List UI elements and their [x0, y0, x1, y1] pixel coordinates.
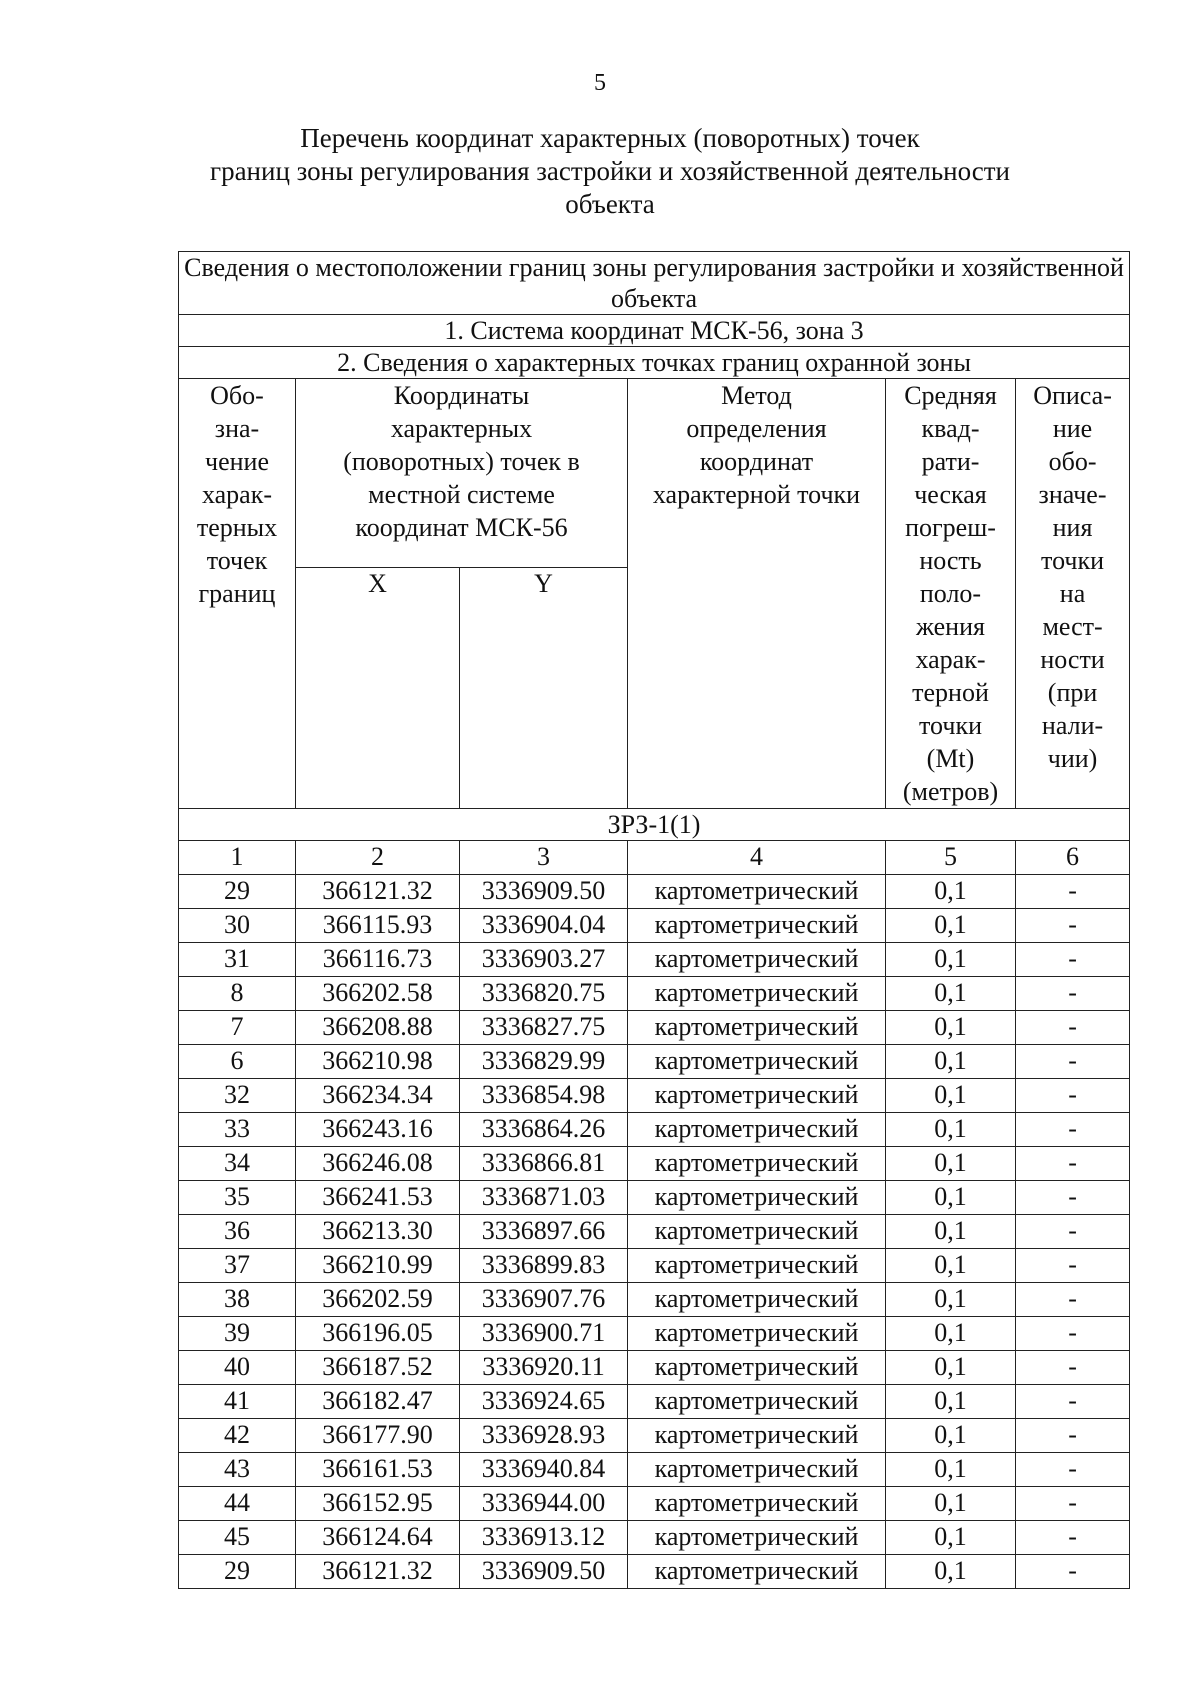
- point-id-cell: 6: [179, 1045, 296, 1079]
- title-line: объекта: [565, 189, 655, 219]
- description-cell: -: [1016, 943, 1130, 977]
- description-cell: -: [1016, 1147, 1130, 1181]
- document-title: [150, 122, 1070, 221]
- header-line: харак-: [201, 480, 273, 509]
- method-cell: картометрический: [628, 1079, 886, 1113]
- x-coordinate-cell: 366177.90: [296, 1419, 460, 1453]
- header-line: жения: [916, 612, 985, 641]
- point-id-cell: 45: [179, 1521, 296, 1555]
- error-cell: 0,1: [886, 1521, 1016, 1555]
- table-row: [179, 1453, 1130, 1487]
- description-cell: -: [1016, 1317, 1130, 1351]
- point-id-cell: 8: [179, 977, 296, 1011]
- header-line: ния: [1052, 513, 1093, 542]
- error-cell: 0,1: [886, 1045, 1016, 1079]
- description-cell: -: [1016, 1351, 1130, 1385]
- x-coordinate-cell: 366187.52: [296, 1351, 460, 1385]
- point-id-cell: 44: [179, 1487, 296, 1521]
- description-cell: -: [1016, 1215, 1130, 1249]
- point-id-cell: 31: [179, 943, 296, 977]
- header-line: границ: [198, 579, 276, 608]
- x-coordinate-cell: 366115.93: [296, 909, 460, 943]
- table-row: [179, 1249, 1130, 1283]
- y-coordinate-cell: 3336909.50: [460, 875, 628, 909]
- x-coordinate-cell: 366243.16: [296, 1113, 460, 1147]
- error-cell: 0,1: [886, 875, 1016, 909]
- column-number: 3: [460, 841, 628, 875]
- y-coordinate-cell: 3336909.50: [460, 1555, 628, 1589]
- y-coordinate-cell: 3336913.12: [460, 1521, 628, 1555]
- title-line: Перечень координат характерных (поворотных) точек: [300, 123, 920, 153]
- header-line: местной системе: [368, 480, 555, 509]
- x-coordinate-cell: 366210.99: [296, 1249, 460, 1283]
- method-cell: картометрический: [628, 1249, 886, 1283]
- header-line: погреш-: [905, 513, 996, 542]
- error-cell: 0,1: [886, 1079, 1016, 1113]
- error-cell: 0,1: [886, 909, 1016, 943]
- x-coordinate-cell: 366202.59: [296, 1283, 460, 1317]
- method-cell: картометрический: [628, 909, 886, 943]
- point-id-cell: 29: [179, 875, 296, 909]
- header-line: (метров): [902, 777, 999, 806]
- method-cell: картометрический: [628, 1181, 886, 1215]
- y-coordinate-cell: 3336854.98: [460, 1079, 628, 1113]
- point-id-cell: 36: [179, 1215, 296, 1249]
- method-cell: картометрический: [628, 1045, 886, 1079]
- y-coordinate-cell: 3336940.84: [460, 1453, 628, 1487]
- y-coordinate-cell: 3336924.65: [460, 1385, 628, 1419]
- error-cell: 0,1: [886, 977, 1016, 1011]
- header-line: координат МСК-56: [355, 513, 568, 542]
- page-number: 5: [594, 70, 606, 96]
- header-line: обо-: [1048, 447, 1097, 476]
- table-row: [179, 1351, 1130, 1385]
- header-line: ческая: [914, 480, 987, 509]
- description-cell: -: [1016, 1487, 1130, 1521]
- header-line: (поворотных) точек в: [343, 447, 580, 476]
- method-cell: картометрический: [628, 1147, 886, 1181]
- header-line: зна-: [214, 414, 260, 443]
- x-coordinate-cell: 366213.30: [296, 1215, 460, 1249]
- y-coordinate-cell: 3336827.75: [460, 1011, 628, 1045]
- description-cell: -: [1016, 1419, 1130, 1453]
- table-row: [179, 1385, 1130, 1419]
- table-row: [179, 909, 1130, 943]
- y-coordinate-cell: 3336871.03: [460, 1181, 628, 1215]
- header-line: характерных: [390, 414, 533, 443]
- method-cell: картометрический: [628, 1555, 886, 1589]
- method-cell: картометрический: [628, 875, 886, 909]
- header-line: терной: [912, 678, 989, 707]
- table-row: [179, 1011, 1130, 1045]
- point-id-cell: 39: [179, 1317, 296, 1351]
- point-id-cell: 41: [179, 1385, 296, 1419]
- point-id-cell: 35: [179, 1181, 296, 1215]
- table-row: [179, 977, 1130, 1011]
- x-coordinate-cell: 366241.53: [296, 1181, 460, 1215]
- header-line: ность: [919, 546, 982, 575]
- header-line: ние: [1052, 414, 1093, 443]
- method-cell: картометрический: [628, 943, 886, 977]
- x-coordinate-cell: 366152.95: [296, 1487, 460, 1521]
- point-id-cell: 37: [179, 1249, 296, 1283]
- header-line: чии): [1047, 744, 1098, 773]
- table-row: [179, 1147, 1130, 1181]
- error-cell: 0,1: [886, 1555, 1016, 1589]
- column-header-y: Y: [460, 568, 628, 809]
- column-header-coordinates: [296, 379, 628, 568]
- error-cell: 0,1: [886, 1487, 1016, 1521]
- method-cell: картометрический: [628, 1317, 886, 1351]
- header-line: мест-: [1042, 612, 1103, 641]
- header-line: Обо-: [210, 381, 264, 410]
- y-coordinate-cell: 3336820.75: [460, 977, 628, 1011]
- method-cell: картометрический: [628, 1351, 886, 1385]
- point-id-cell: 33: [179, 1113, 296, 1147]
- x-coordinate-cell: 366124.64: [296, 1521, 460, 1555]
- method-cell: картометрический: [628, 1113, 886, 1147]
- y-coordinate-cell: 3336866.81: [460, 1147, 628, 1181]
- table-row: [179, 1181, 1130, 1215]
- x-coordinate-cell: 366210.98: [296, 1045, 460, 1079]
- point-id-cell: 42: [179, 1419, 296, 1453]
- y-coordinate-cell: 3336944.00: [460, 1487, 628, 1521]
- description-cell: -: [1016, 1011, 1130, 1045]
- method-cell: картометрический: [628, 1453, 886, 1487]
- description-cell: -: [1016, 875, 1130, 909]
- x-coordinate-cell: 366234.34: [296, 1079, 460, 1113]
- header-line: квад-: [921, 414, 980, 443]
- column-number: 5: [886, 841, 1016, 875]
- column-header-x: X: [296, 568, 460, 809]
- x-coordinate-cell: 366246.08: [296, 1147, 460, 1181]
- points-info-row: 2. Сведения о характерных точках границ охранной зоны: [179, 347, 1130, 379]
- table-row: [179, 1113, 1130, 1147]
- error-cell: 0,1: [886, 1113, 1016, 1147]
- title-line: границ зоны регулирования застройки и хозяйственной деятельности: [210, 156, 1010, 186]
- error-cell: 0,1: [886, 1317, 1016, 1351]
- header-line: (Mt): [926, 744, 975, 773]
- header-line: определения: [686, 414, 827, 443]
- y-coordinate-cell: 3336900.71: [460, 1317, 628, 1351]
- x-coordinate-cell: 366182.47: [296, 1385, 460, 1419]
- method-cell: картометрический: [628, 1419, 886, 1453]
- description-cell: -: [1016, 1045, 1130, 1079]
- method-cell: картометрический: [628, 1385, 886, 1419]
- column-number: 2: [296, 841, 460, 875]
- table-row: [179, 1045, 1130, 1079]
- table-row: [179, 1215, 1130, 1249]
- header-line: Описа-: [1033, 381, 1112, 410]
- x-coordinate-cell: 366202.58: [296, 977, 460, 1011]
- description-cell: -: [1016, 1283, 1130, 1317]
- description-cell: -: [1016, 1113, 1130, 1147]
- method-cell: картометрический: [628, 1283, 886, 1317]
- x-coordinate-cell: 366116.73: [296, 943, 460, 977]
- table-row: [179, 1079, 1130, 1113]
- column-numbers-row: [179, 841, 1130, 875]
- header-line: Средняя: [904, 381, 997, 410]
- error-cell: 0,1: [886, 1385, 1016, 1419]
- point-id-cell: 7: [179, 1011, 296, 1045]
- table-main-header: Сведения о местоположении границ зоны регулирования застройки и хозяйственной объекта: [179, 252, 1130, 315]
- header-line: Координаты: [393, 381, 530, 410]
- point-id-cell: 38: [179, 1283, 296, 1317]
- x-coordinate-cell: 366196.05: [296, 1317, 460, 1351]
- column-header-description: [1016, 379, 1130, 809]
- description-cell: -: [1016, 977, 1130, 1011]
- header-line: нали-: [1041, 711, 1104, 740]
- header-line: точек: [206, 546, 268, 575]
- coordinate-system-row: 1. Система координат МСК-56, зона 3: [179, 315, 1130, 347]
- y-coordinate-cell: 3336864.26: [460, 1113, 628, 1147]
- method-cell: картометрический: [628, 1011, 886, 1045]
- header-line: на: [1059, 579, 1086, 608]
- error-cell: 0,1: [886, 1147, 1016, 1181]
- coordinates-table: [178, 251, 1130, 1589]
- point-id-cell: 29: [179, 1555, 296, 1589]
- x-coordinate-cell: 366161.53: [296, 1453, 460, 1487]
- error-cell: 0,1: [886, 1181, 1016, 1215]
- table-row: [179, 1317, 1130, 1351]
- header-line: чение: [205, 447, 269, 476]
- description-cell: -: [1016, 1079, 1130, 1113]
- method-cell: картометрический: [628, 1487, 886, 1521]
- y-coordinate-cell: 3336907.76: [460, 1283, 628, 1317]
- header-line: терных: [196, 513, 278, 542]
- header-line: ности: [1040, 645, 1105, 674]
- y-coordinate-cell: 3336904.04: [460, 909, 628, 943]
- y-coordinate-cell: 3336829.99: [460, 1045, 628, 1079]
- method-cell: картометрический: [628, 1215, 886, 1249]
- point-id-cell: 32: [179, 1079, 296, 1113]
- method-cell: картометрический: [628, 1521, 886, 1555]
- error-cell: 0,1: [886, 943, 1016, 977]
- column-header-method: [628, 379, 886, 809]
- x-coordinate-cell: 366208.88: [296, 1011, 460, 1045]
- table-row: [179, 1487, 1130, 1521]
- x-coordinate-cell: 366121.32: [296, 1555, 460, 1589]
- error-cell: 0,1: [886, 1419, 1016, 1453]
- header-line: значе-: [1038, 480, 1107, 509]
- header-line: характерной точки: [652, 480, 861, 509]
- column-number: 4: [628, 841, 886, 875]
- table-row: [179, 1419, 1130, 1453]
- point-id-cell: 43: [179, 1453, 296, 1487]
- table-row: [179, 1555, 1130, 1589]
- y-coordinate-cell: 3336899.83: [460, 1249, 628, 1283]
- table-row: [179, 1521, 1130, 1555]
- table-row: [179, 1283, 1130, 1317]
- description-cell: -: [1016, 1453, 1130, 1487]
- error-cell: 0,1: [886, 1453, 1016, 1487]
- error-cell: 0,1: [886, 1351, 1016, 1385]
- error-cell: 0,1: [886, 1249, 1016, 1283]
- description-cell: -: [1016, 1249, 1130, 1283]
- error-cell: 0,1: [886, 1011, 1016, 1045]
- header-line: рати-: [921, 447, 980, 476]
- column-header-error: [886, 379, 1016, 809]
- header-line: (при: [1047, 678, 1098, 707]
- y-coordinate-cell: 3336897.66: [460, 1215, 628, 1249]
- table-row: [179, 875, 1130, 909]
- y-coordinate-cell: 3336920.11: [460, 1351, 628, 1385]
- description-cell: -: [1016, 1385, 1130, 1419]
- header-line: координат: [699, 447, 814, 476]
- column-header-designation: [179, 379, 296, 809]
- point-id-cell: 40: [179, 1351, 296, 1385]
- header-line: точки: [919, 711, 982, 740]
- error-cell: 0,1: [886, 1215, 1016, 1249]
- x-coordinate-cell: 366121.32: [296, 875, 460, 909]
- y-coordinate-cell: 3336903.27: [460, 943, 628, 977]
- description-cell: -: [1016, 1555, 1130, 1589]
- header-line: поло-: [919, 579, 982, 608]
- description-cell: -: [1016, 1521, 1130, 1555]
- description-cell: -: [1016, 1181, 1130, 1215]
- table-row: [179, 943, 1130, 977]
- y-coordinate-cell: 3336928.93: [460, 1419, 628, 1453]
- header-line: харак-: [915, 645, 986, 674]
- error-cell: 0,1: [886, 1283, 1016, 1317]
- header-line: Метод: [721, 381, 792, 410]
- description-cell: -: [1016, 909, 1130, 943]
- point-id-cell: 34: [179, 1147, 296, 1181]
- column-number: 6: [1016, 841, 1130, 875]
- column-number: 1: [179, 841, 296, 875]
- method-cell: картометрический: [628, 977, 886, 1011]
- point-id-cell: 30: [179, 909, 296, 943]
- header-line: точки: [1041, 546, 1105, 575]
- zone-label: ЗРЗ-1(1): [179, 809, 1130, 841]
